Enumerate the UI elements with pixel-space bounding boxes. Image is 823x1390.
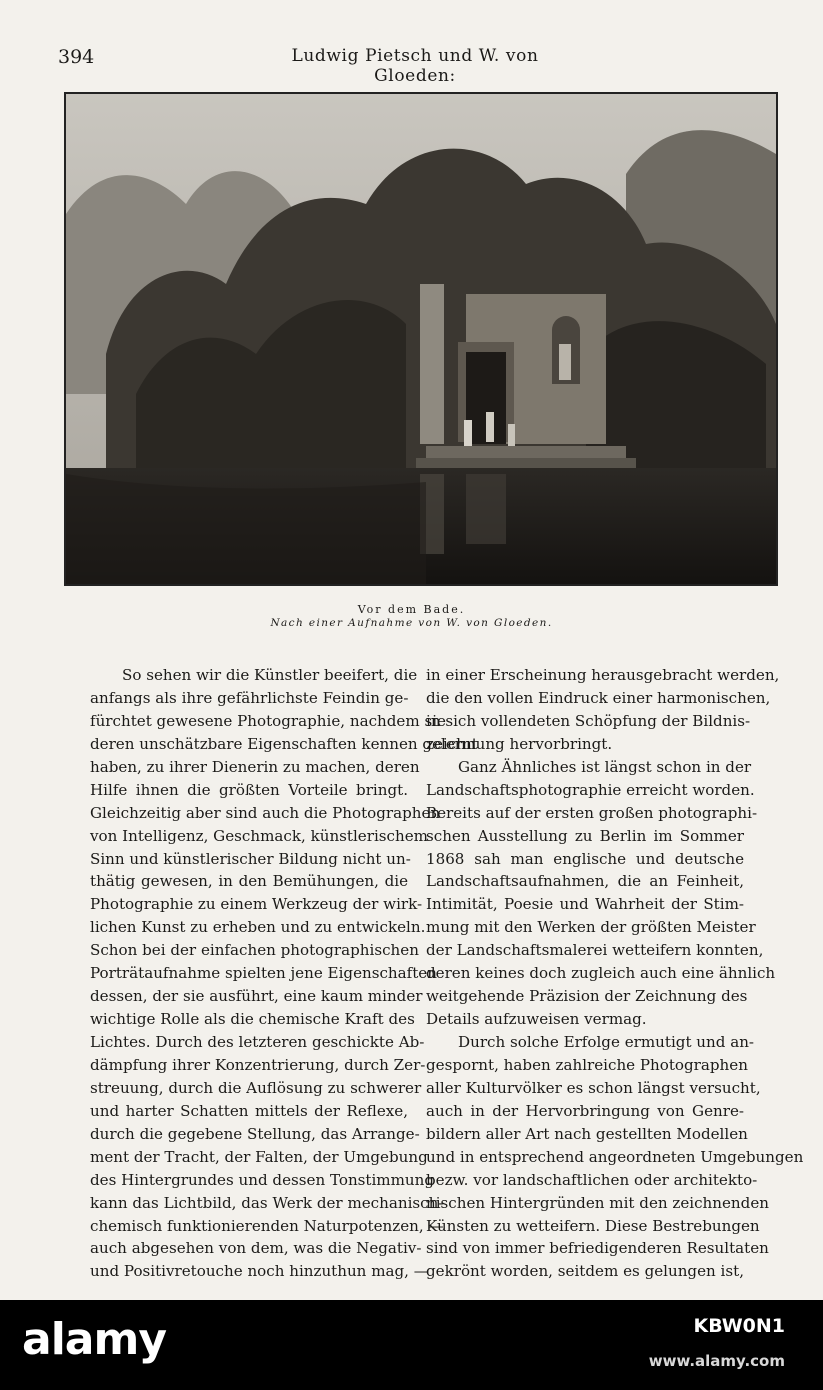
text-line: Lichtes. Durch des letzteren geschickte Ab- [90,1033,425,1051]
caption-title: Vor dem Bade. [357,603,466,616]
text-line: mung mit den Werken der größten Meister [426,918,756,937]
text-line: des Hintergrundes und dessen Tonstimmung [90,1170,435,1189]
text-line: Intimität, Poesie und Wahrheit der Stim- [426,895,744,914]
text-line: der Landschaftsmalerei wetteifern konnten, [426,941,764,960]
text-line: lichen Kunst zu erheben und zu entwickeln. [90,918,426,937]
text-line: bildern aller Art nach gestellten Modellen [426,1124,748,1143]
text-line: anfangs als ihre gefährlichste Feindin ge- [90,688,409,707]
caption-credit: Nach einer Aufnahme von W. von Gloeden. [270,617,553,629]
text-line: weitgehende Präzision der Zeichnung des [426,987,748,1006]
text-line: Gleichzeitig aber sind auch die Photographen [90,803,441,822]
text-line: wichtige Rolle als die chemische Kraft des [90,1010,415,1029]
text-line: deren unschätzbare Eigenschaften kennen gelernt [90,734,478,753]
page-number: 394 [58,46,95,68]
text-line: thätig gewesen, in den Bemühungen, die [90,872,408,891]
watermark-bar [0,1300,823,1390]
text-line: durch die gegebene Stellung, das Arrange- [90,1124,420,1143]
text-line: und Positivretouche noch hinzuthun mag, — [90,1262,429,1281]
text-line: nischen Hintergründen mit den zeichnenden [426,1193,769,1212]
text-line: gekrönt worden, seitdem es gelungen ist, [426,1262,744,1281]
text-line: Landschaftsaufnahmen, die an Feinheit, [426,872,744,891]
text-line: fürchtet gewesene Photographie, nachdem sie [90,711,446,730]
text-line: Landschaftsphotographie erreicht worden. [426,780,755,799]
text-line: in sich vollendeten Schöpfung der Bildnis- [426,711,751,730]
text-line: streuung, durch die Auflösung zu schwerer [90,1078,422,1097]
text-line: von Intelligenz, Geschmack, künstlerischem [90,826,428,845]
text-line: ment der Tracht, der Falten, der Umgebung [90,1147,428,1166]
text-line: die den vollen Eindruck einer harmonischen, [426,688,771,707]
photograph [64,92,778,586]
text-line: Künsten zu wetteifern. Diese Bestrebungen [426,1216,760,1235]
running-head: Ludwig Pietsch und W. von Gloeden: [291,46,539,86]
text-column-right [426,664,804,1283]
text-line: zeichnung hervorbringt. [426,734,613,753]
text-column-left [90,664,478,1283]
text-line: Schon bei der einfachen photographischen [90,941,419,960]
text-line: und in entsprechend angeordneten Umgebungen [426,1147,804,1166]
text-line: aller Kulturvölker es schon längst versucht, [426,1078,761,1097]
text-line: chemisch funktionierenden Naturpotenzen, — [90,1216,444,1235]
text-line: und harter Schatten mittels der Reflexe, [90,1101,408,1120]
photograph-illustration [66,94,776,584]
text-line: Sinn und künstlerischer Bildung nicht un- [90,849,411,868]
text-line: Bereits auf der ersten großen photographi- [426,803,758,822]
text-line: Details aufzuweisen vermag. [426,1010,647,1029]
image-id: KBW0N1 [693,1315,785,1337]
text-line: Durch solche Erfolge ermutigt und an- [458,1033,755,1051]
text-line: 1868 sah man englische und deutsche [426,849,744,868]
text-line: schen Ausstellung zu Berlin im Sommer [426,826,744,845]
text-line: in einer Erscheinung herausgebracht werden, [426,666,780,684]
text-line: gespornt, haben zahlreiche Photographen [426,1055,748,1074]
text-line: auch abgesehen von dem, was die Negativ- [90,1239,422,1258]
text-line: Ganz Ähnliches ist längst schon in der [458,757,752,776]
text-line: kann das Lichtbild, das Werk der mechanisch- [90,1193,444,1212]
text-line: deren keines doch zugleich auch eine ähnlich [426,964,776,983]
text-line: Porträtaufnahme spielten jene Eigenschaften [90,964,437,983]
text-line: haben, zu ihrer Dienerin zu machen, deren [90,757,420,776]
text-line: auch in der Hervorbringung von Genre- [426,1101,744,1120]
text-line: sind von immer befriedigenderen Resultaten [426,1239,769,1258]
site-url: www.alamy.com [648,1352,785,1370]
text-line: dessen, der sie ausführt, eine kaum minder [90,987,423,1006]
text-line: Hilfe ihnen die größten Vorteile bringt. [90,780,408,799]
text-line: Photographie zu einem Werkzeug der wirk- [90,895,423,914]
alamy-logo: alamy [22,1314,166,1365]
text-line: dämpfung ihrer Konzentrierung, durch Zer- [90,1055,426,1074]
text-line: bezw. vor landschaftlichen oder architekto- [426,1170,758,1189]
text-line: So sehen wir die Künstler beeifert, die [122,666,418,684]
